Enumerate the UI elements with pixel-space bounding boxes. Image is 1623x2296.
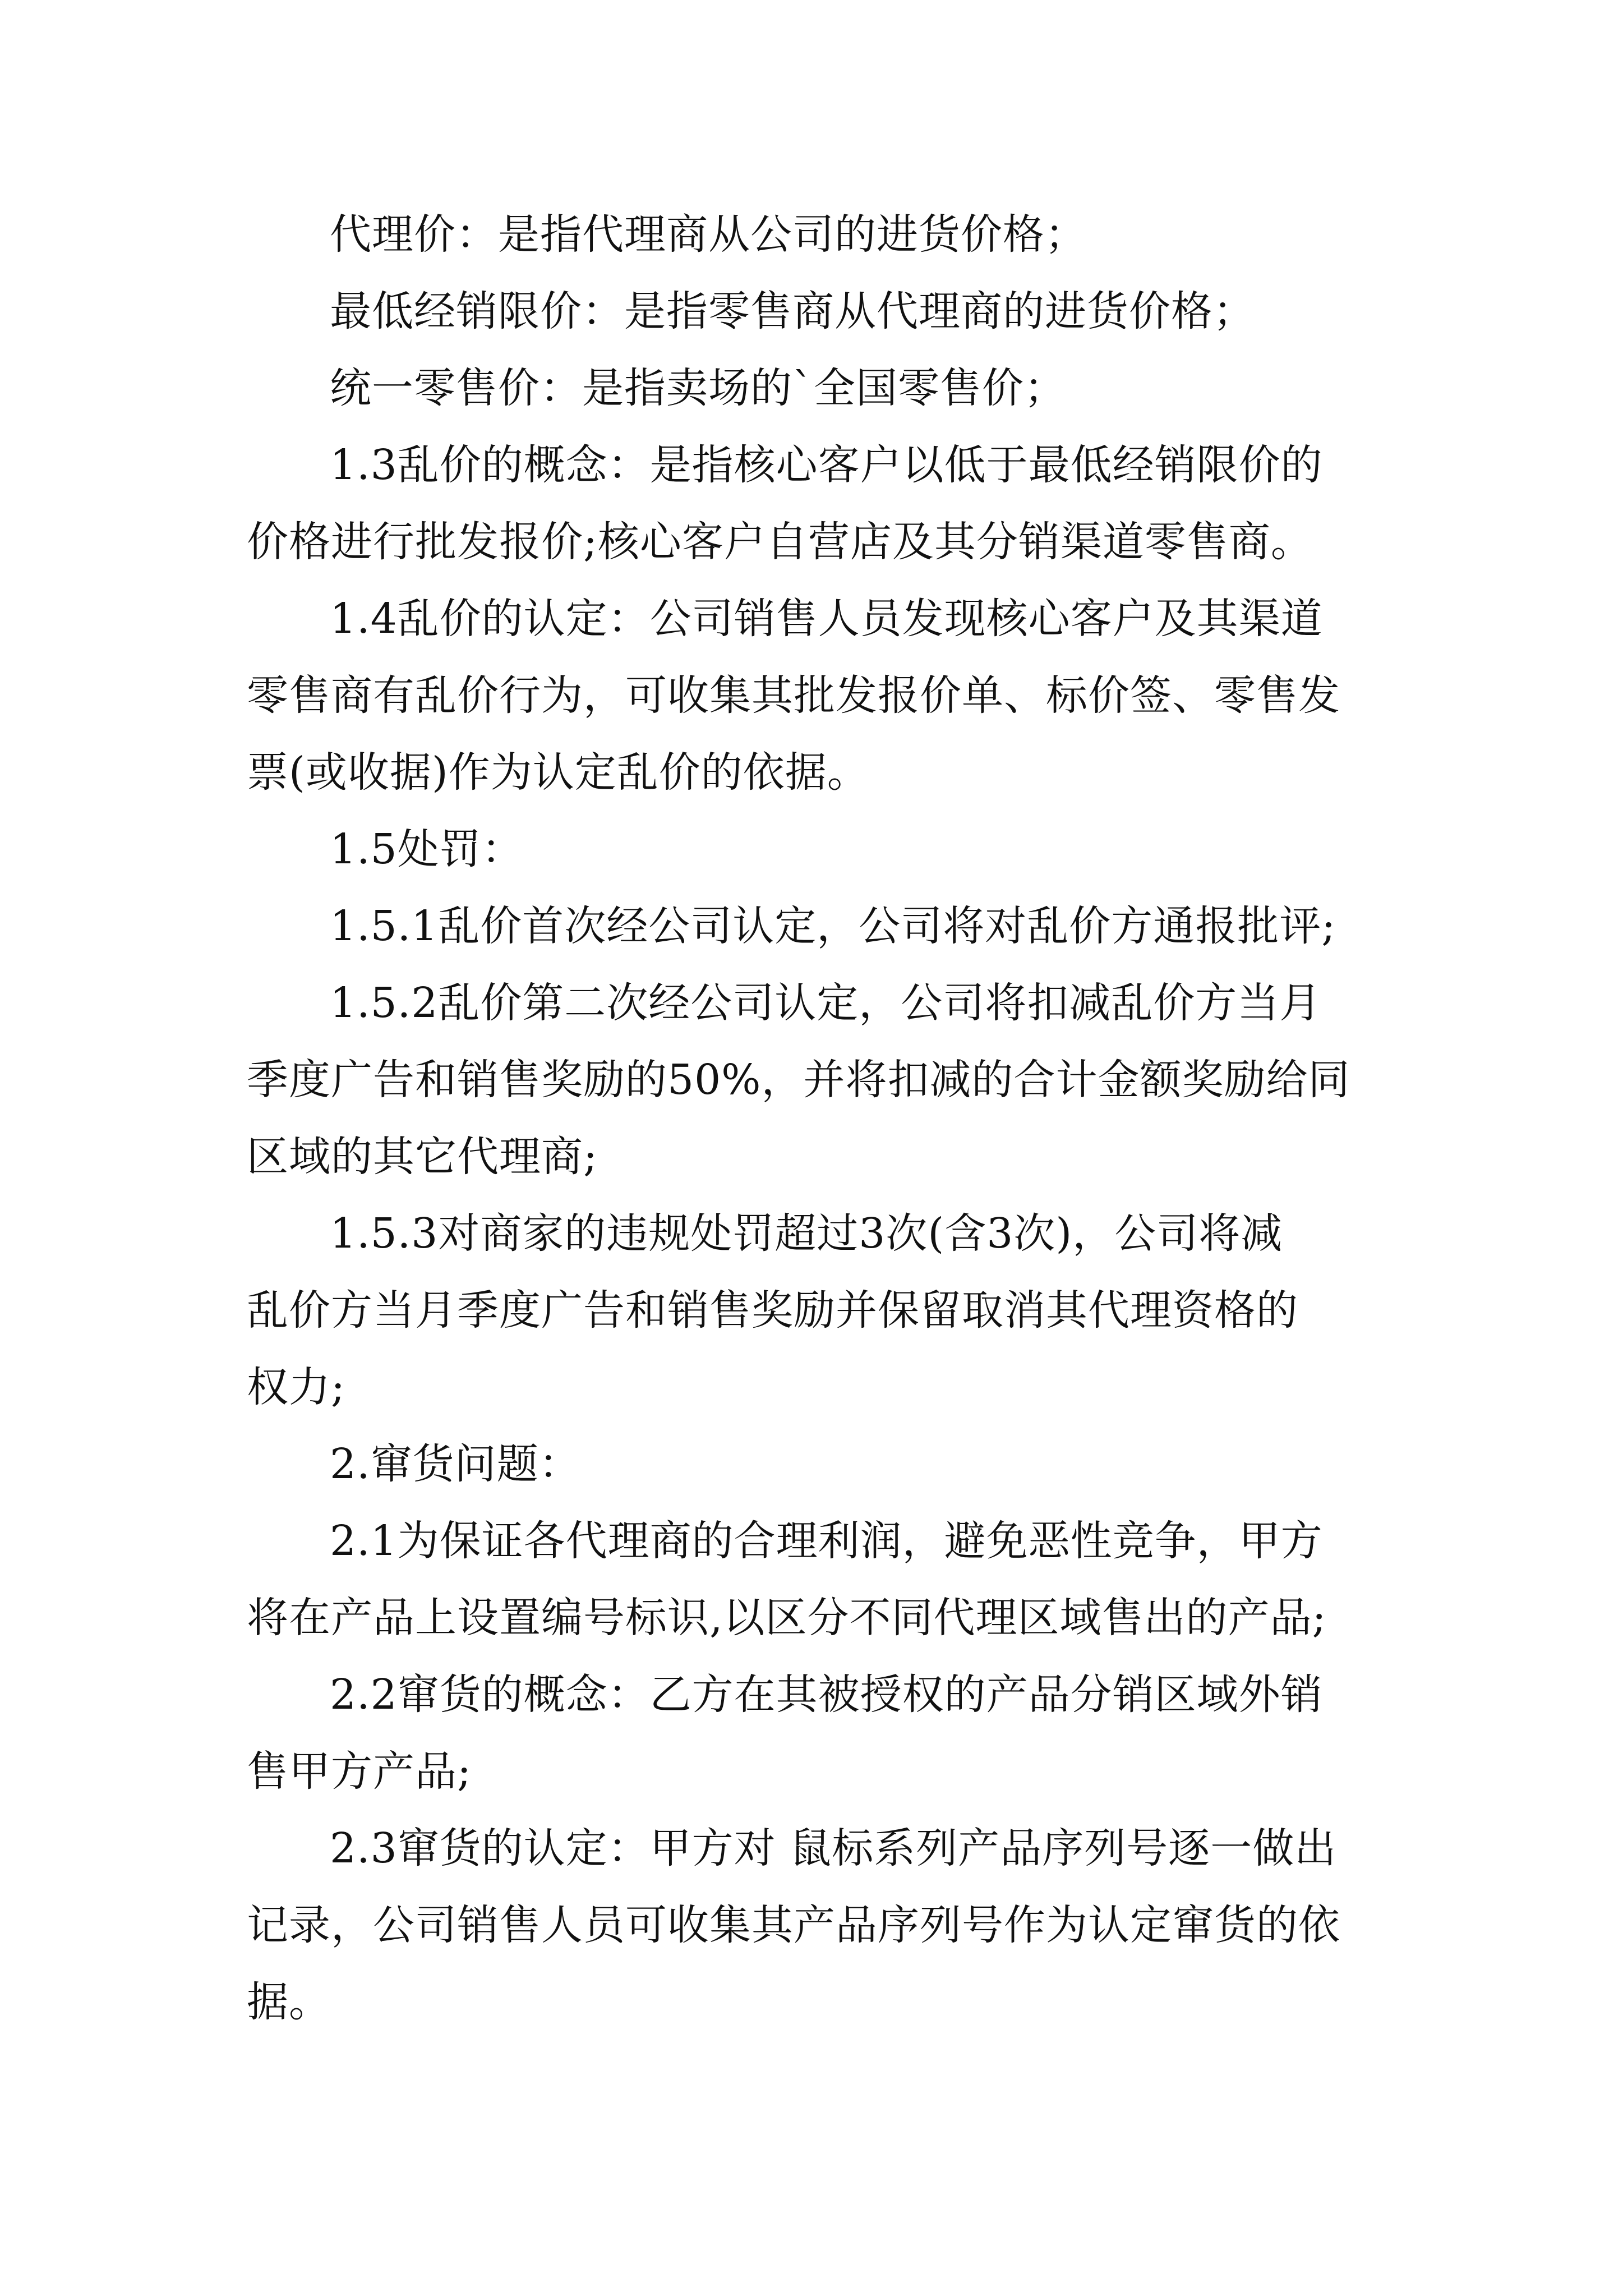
- text-line: 2.窜货问题：: [330, 1440, 581, 1488]
- text-line: 2.1为保证各代理商的合理利润，避免恶性竞争，甲方: [330, 1517, 1323, 1565]
- text-line: 1.5.3对商家的违规处罚超过3次(含3次)，公司将减: [330, 1209, 1283, 1258]
- text-line: 售甲方产品;: [247, 1747, 472, 1796]
- text-line: 据。: [247, 1978, 331, 2026]
- text-line: 1.3乱价的概念：是指核心客户以低于最低经销限价的: [330, 441, 1323, 489]
- text-line: 区域的其它代理商;: [247, 1133, 598, 1181]
- text-line: 统一零售价：是指卖场的`全国零售价；: [330, 364, 1066, 412]
- text-line: 2.2窜货的概念：乙方在其被授权的产品分销区域外销: [330, 1671, 1323, 1719]
- text-line: 记录，公司销售人员可收集其产品序列号作为认定窜货的依: [247, 1901, 1340, 1949]
- text-line: 代理价：是指代理商从公司的进货价格；: [330, 210, 1087, 259]
- text-line: 权力;: [247, 1363, 345, 1411]
- text-line: 2.3窜货的认定：甲方对 鼠标系列产品序列号逐一做出: [330, 1824, 1337, 1872]
- text-line: 票(或收据)作为认定乱价的依据。: [247, 748, 869, 797]
- text-line: 1.5.1乱价首次经公司认定，公司将对乱价方通报批评;: [330, 902, 1336, 950]
- text-line: 价格进行批发报价;核心客户自营店及其分销渠道零售商。: [247, 518, 1313, 566]
- text-line: 季度广告和销售奖励的50%，并将扣减的合计金额奖励给同: [247, 1056, 1350, 1104]
- text-line: 1.5.2乱价第二次经公司认定，公司将扣减乱价方当月: [330, 979, 1322, 1027]
- text-line: 将在产品上设置编号标识,以区分不同代理区域售出的产品;: [247, 1594, 1327, 1642]
- text-line: 零售商有乱价行为，可收集其批发报价单、标价签、零售发: [247, 671, 1340, 720]
- text-line: 最低经销限价：是指零售商从代理商的进货价格；: [330, 287, 1255, 335]
- document-body: [247, 196, 1402, 2041]
- text-line: 1.5处罚：: [330, 825, 524, 873]
- text-line: 乱价方当月季度广告和销售奖励并保留取消其代理资格的: [247, 1286, 1298, 1335]
- text-line: 1.4乱价的认定：公司销售人员发现核心客户及其渠道: [330, 595, 1323, 643]
